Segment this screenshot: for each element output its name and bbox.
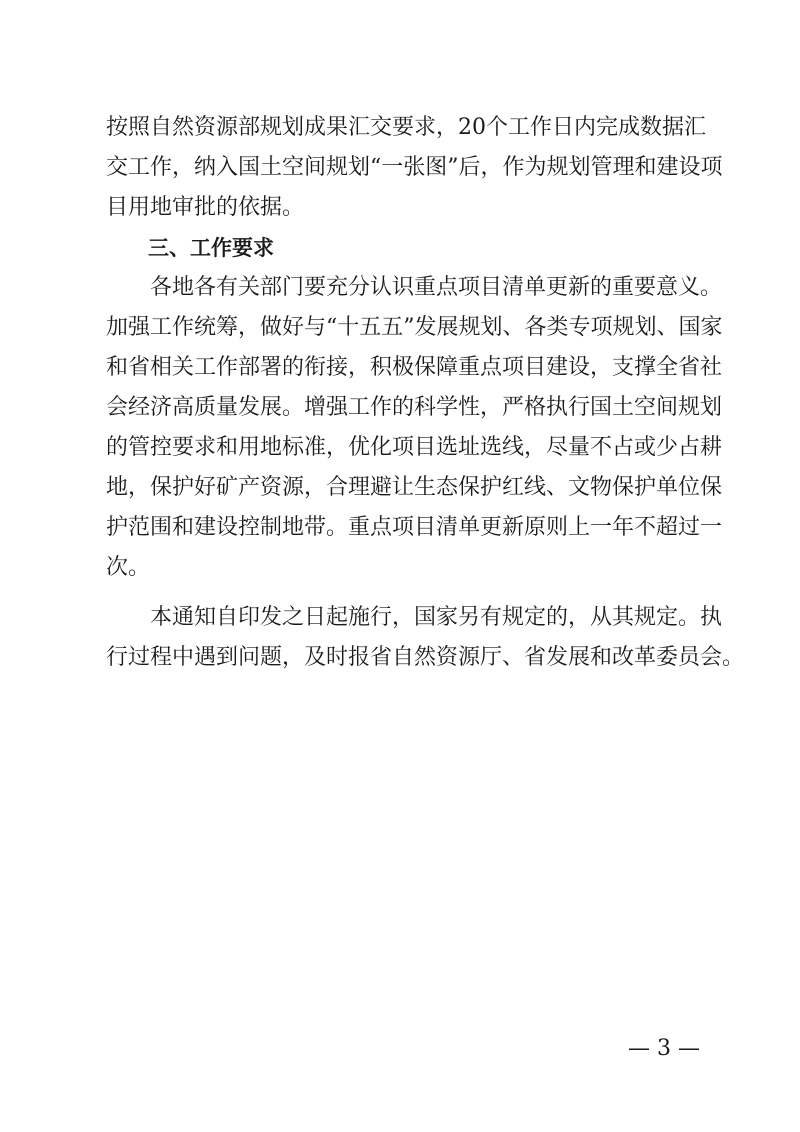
text-line: 各地各有关部门要充分认识重点项目清单更新的重要意义。 — [150, 275, 723, 300]
text-line: 本通知自印发之日起施行，国家另有规定的，从其规定。执 — [150, 605, 723, 630]
text-line: 加强工作统筹，做好与“十五五”发展规划、各类专项规划、国家 — [106, 315, 723, 340]
paragraph-gap — [106, 588, 696, 598]
document-page — [106, 108, 745, 678]
text-line: 按照自然资源部规划成果汇交要求，20个工作日内完成数据汇 — [106, 115, 706, 140]
paragraph-effective-date — [106, 598, 745, 678]
text-line: 的管控要求和用地标准，优化项目选址选线，尽量不占或少占耕 — [106, 435, 723, 460]
paragraph-work-requirements — [106, 268, 723, 588]
text-line: 地，保护好矿产资源，合理避让生态保护红线、文物保护单位保 — [106, 475, 723, 500]
text-line: 交工作，纳入国土空间规划“一张图”后，作为规划管理和建设项 — [106, 155, 723, 180]
text-line: 会经济高质量发展。增强工作的科学性，严格执行国土空间规划 — [106, 395, 723, 420]
text-line: 和省相关工作部署的衔接，积极保障重点项目建设，支撑全省社 — [106, 355, 723, 380]
page-number: — 3 — — [628, 1036, 700, 1061]
section-heading: 三、工作要求 — [148, 236, 274, 260]
paragraph-continuation — [106, 108, 723, 228]
text-line: 次。 — [106, 555, 151, 580]
text-line: 目用地审批的依据。 — [106, 195, 305, 220]
text-line: 护范围和建设控制地带。重点项目清单更新原则上一年不超过一 — [106, 515, 723, 540]
text-line: 行过程中遇到问题，及时报省自然资源厅、省发展和改革委员会。 — [106, 645, 745, 670]
